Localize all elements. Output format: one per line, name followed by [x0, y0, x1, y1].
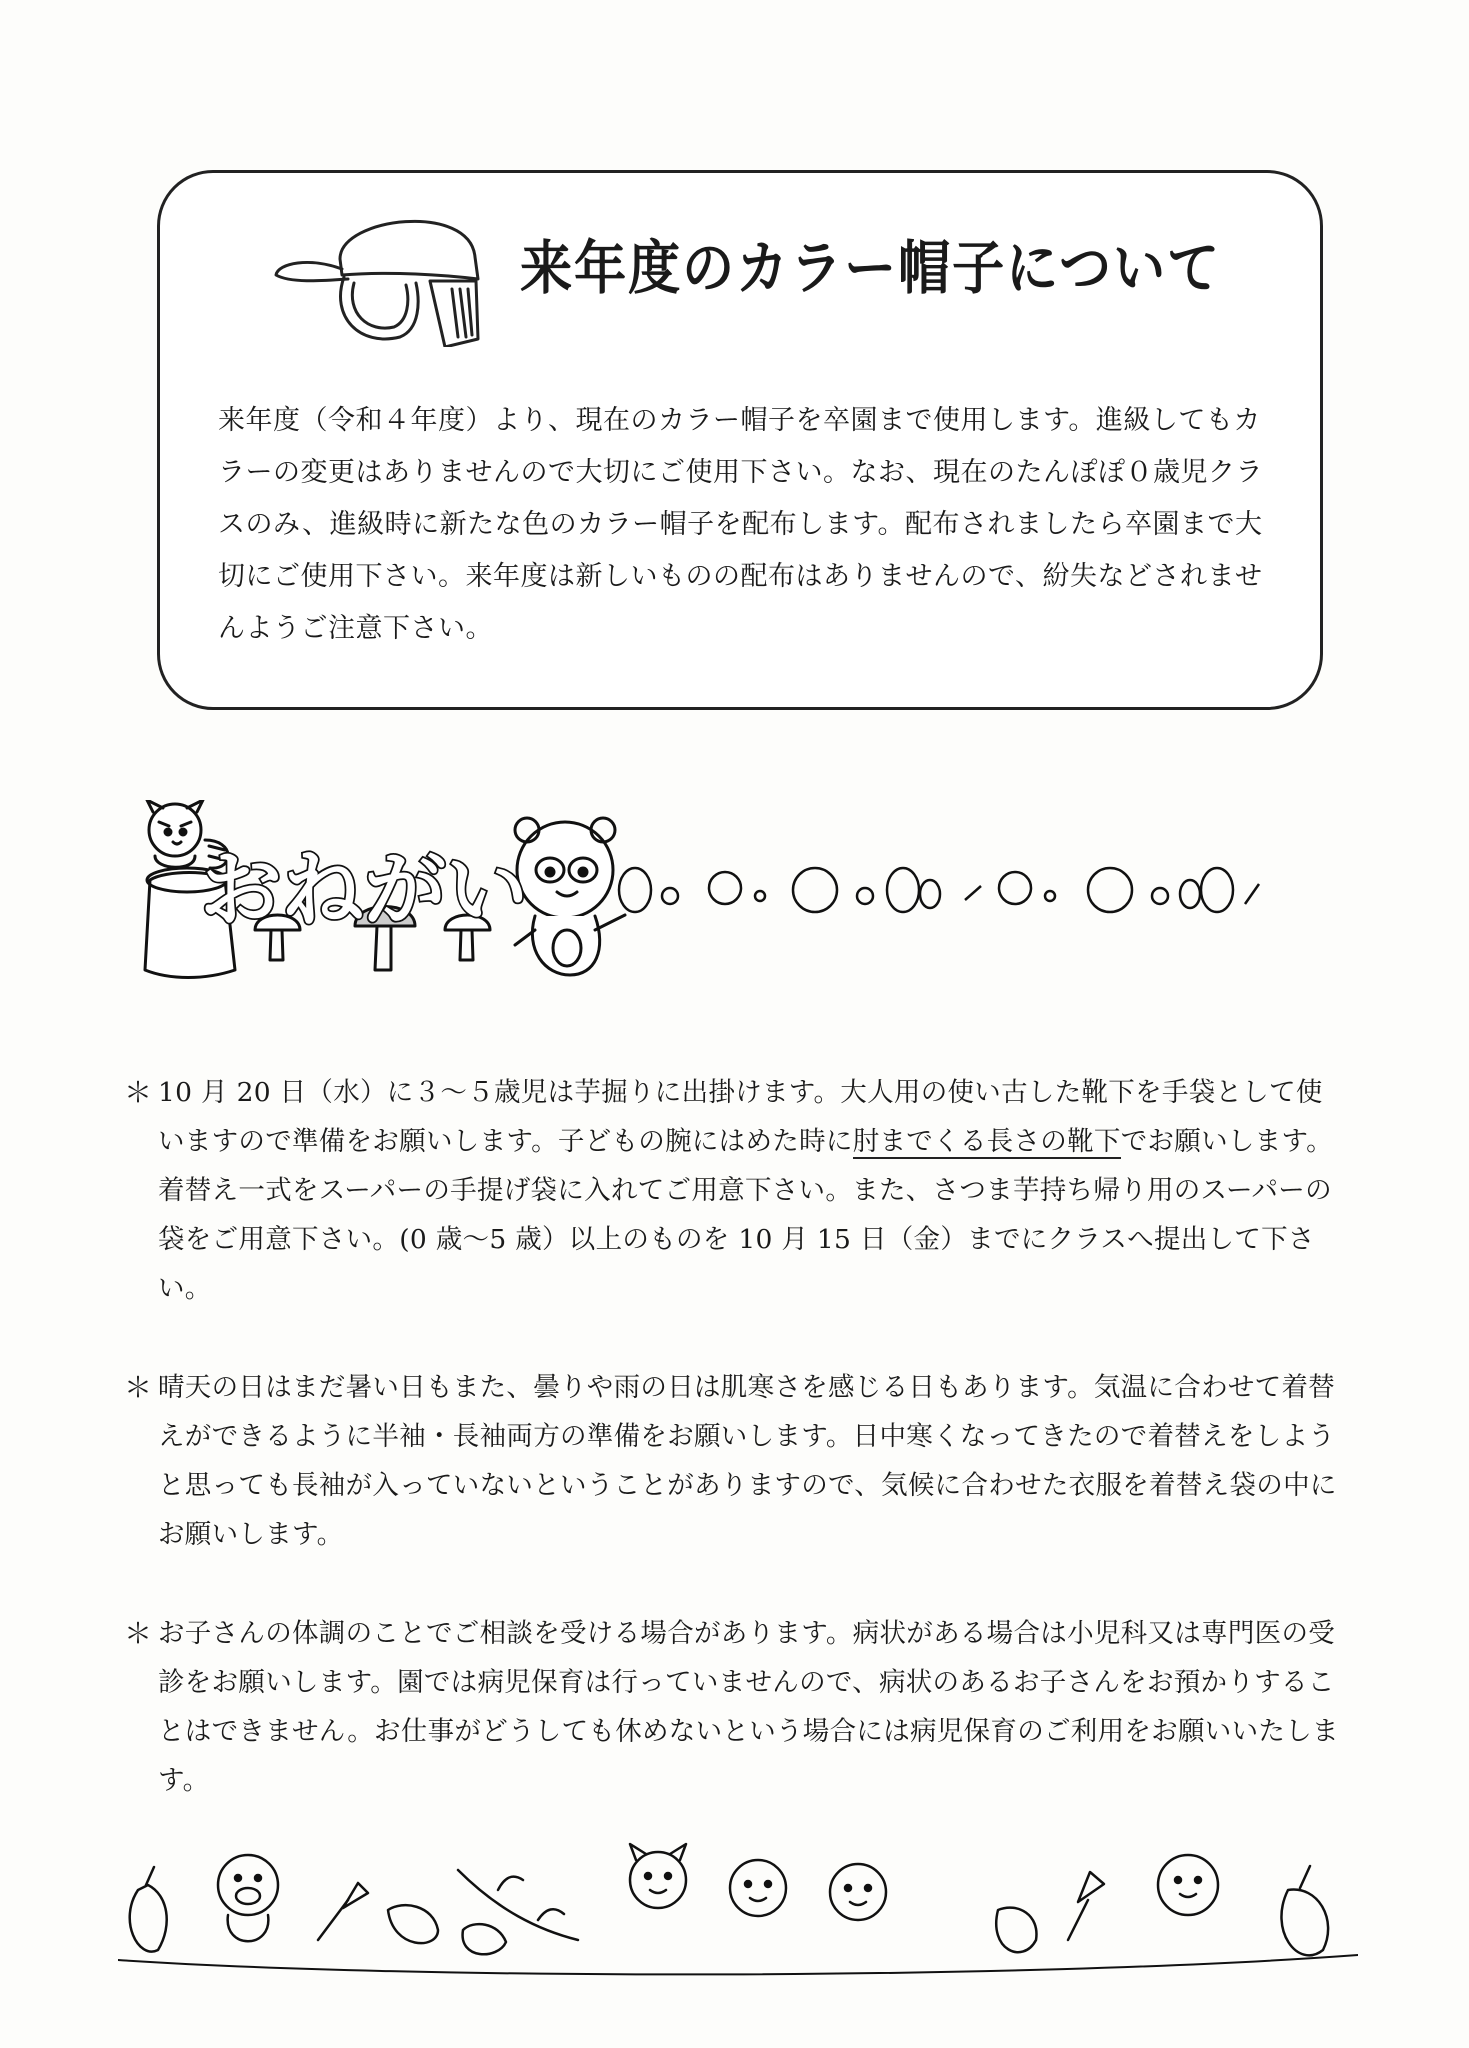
animal-face-icon	[730, 1860, 786, 1916]
note-bullet: ＊	[124, 1617, 153, 1650]
note-3-text: お子さんの体調のことでご相談を受ける場合があります。病状がある場合は小児科又は専門医の受診をお願いします。園では病児保育は行っていませんので、病状のあるお子さんをお預かりすることはできません。お仕事がどうしても休めないという場合には病児保育のご利用をお願いいたします。	[158, 1618, 1339, 1796]
note-1-text-a: 10 月 20 日（水）に３～５歳児は芋掘りに出掛けます。大人用の使い古した靴下を手袋として使いますので準備をお願いします。子どもの腕にはめた時に	[158, 1077, 1323, 1157]
animal-face-icon	[630, 1844, 686, 1908]
footer-decoration	[118, 1830, 1358, 1980]
animal-face-icon	[793, 868, 837, 912]
request-notes	[120, 1068, 1340, 1855]
animal-face-icon	[1088, 868, 1132, 912]
note-health	[120, 1609, 1340, 1805]
note-bullet: ＊	[124, 1371, 153, 1404]
sweet-potato-icon	[1281, 1866, 1328, 1955]
cap-icon	[270, 197, 510, 347]
note-1-text-b: でお願いします。着替え一式をスーパーの手提げ袋に入れてご用意下さい。また、さつま芋持ち帰り用のスーパーの袋をご用意下さい。(0 歳～5 歳）以上のものを 10 月 15 日（金）までにクラスへ提出して下さい。	[158, 1126, 1333, 1304]
tanuki-illustration	[515, 818, 625, 975]
shovel-icon	[1068, 1872, 1104, 1940]
note-1-underlined: 肘までくる長さの靴下	[852, 1126, 1121, 1157]
acorn-icon	[619, 868, 651, 912]
cap-notice-title: 来年度のカラー帽子について	[520, 234, 1221, 302]
cap-notice-body: 来年度（令和４年度）より、現在のカラー帽子を卒園まで使用します。進級してもカラーの変更はありませんので大切にご使用下さい。なお、現在のたんぽぽ０歳児クラスのみ、進級時に新たな色のカラー帽子を配布します。配布されましたら卒園まで大切にご使用下さい。来年度は新しいものの配布はありませんので、紛失などされませんようご注意下さい。	[218, 405, 1263, 644]
acorn-icon	[1201, 868, 1233, 912]
sweet-potato-icon	[130, 1867, 167, 1952]
sweet-potato-icon	[463, 1924, 506, 1954]
animal-face-icon	[218, 1855, 278, 1941]
sweet-potato-icon	[996, 1908, 1036, 1953]
mushroom-icon	[999, 872, 1031, 904]
sweet-potato-icon	[388, 1905, 438, 1943]
animal-face-icon	[830, 1864, 886, 1920]
note-clothing	[120, 1363, 1340, 1559]
animal-face-icon	[1158, 1855, 1218, 1915]
mushroom-icon	[709, 872, 741, 904]
onegai-header	[125, 800, 1385, 1030]
cap-notice-box	[157, 170, 1323, 710]
note-sweet-potato	[120, 1068, 1340, 1313]
note-2-text: 晴天の日はまだ暑い日もまた、曇りや雨の日は肌寒さを感じる日もあります。気温に合わせて着替えができるように半袖・長袖両方の準備をお願いします。日中寒くなってきたので着替えをしようと思っても長袖が入っていないということがありますので、気候に合わせた衣服を着替え袋の中にお願いします。	[158, 1372, 1337, 1550]
acorn-icon	[887, 868, 919, 912]
decorative-row	[619, 868, 1259, 912]
onegai-heading: おねがい	[200, 843, 529, 938]
note-bullet: ＊	[124, 1076, 153, 1109]
shovel-icon	[318, 1883, 368, 1940]
